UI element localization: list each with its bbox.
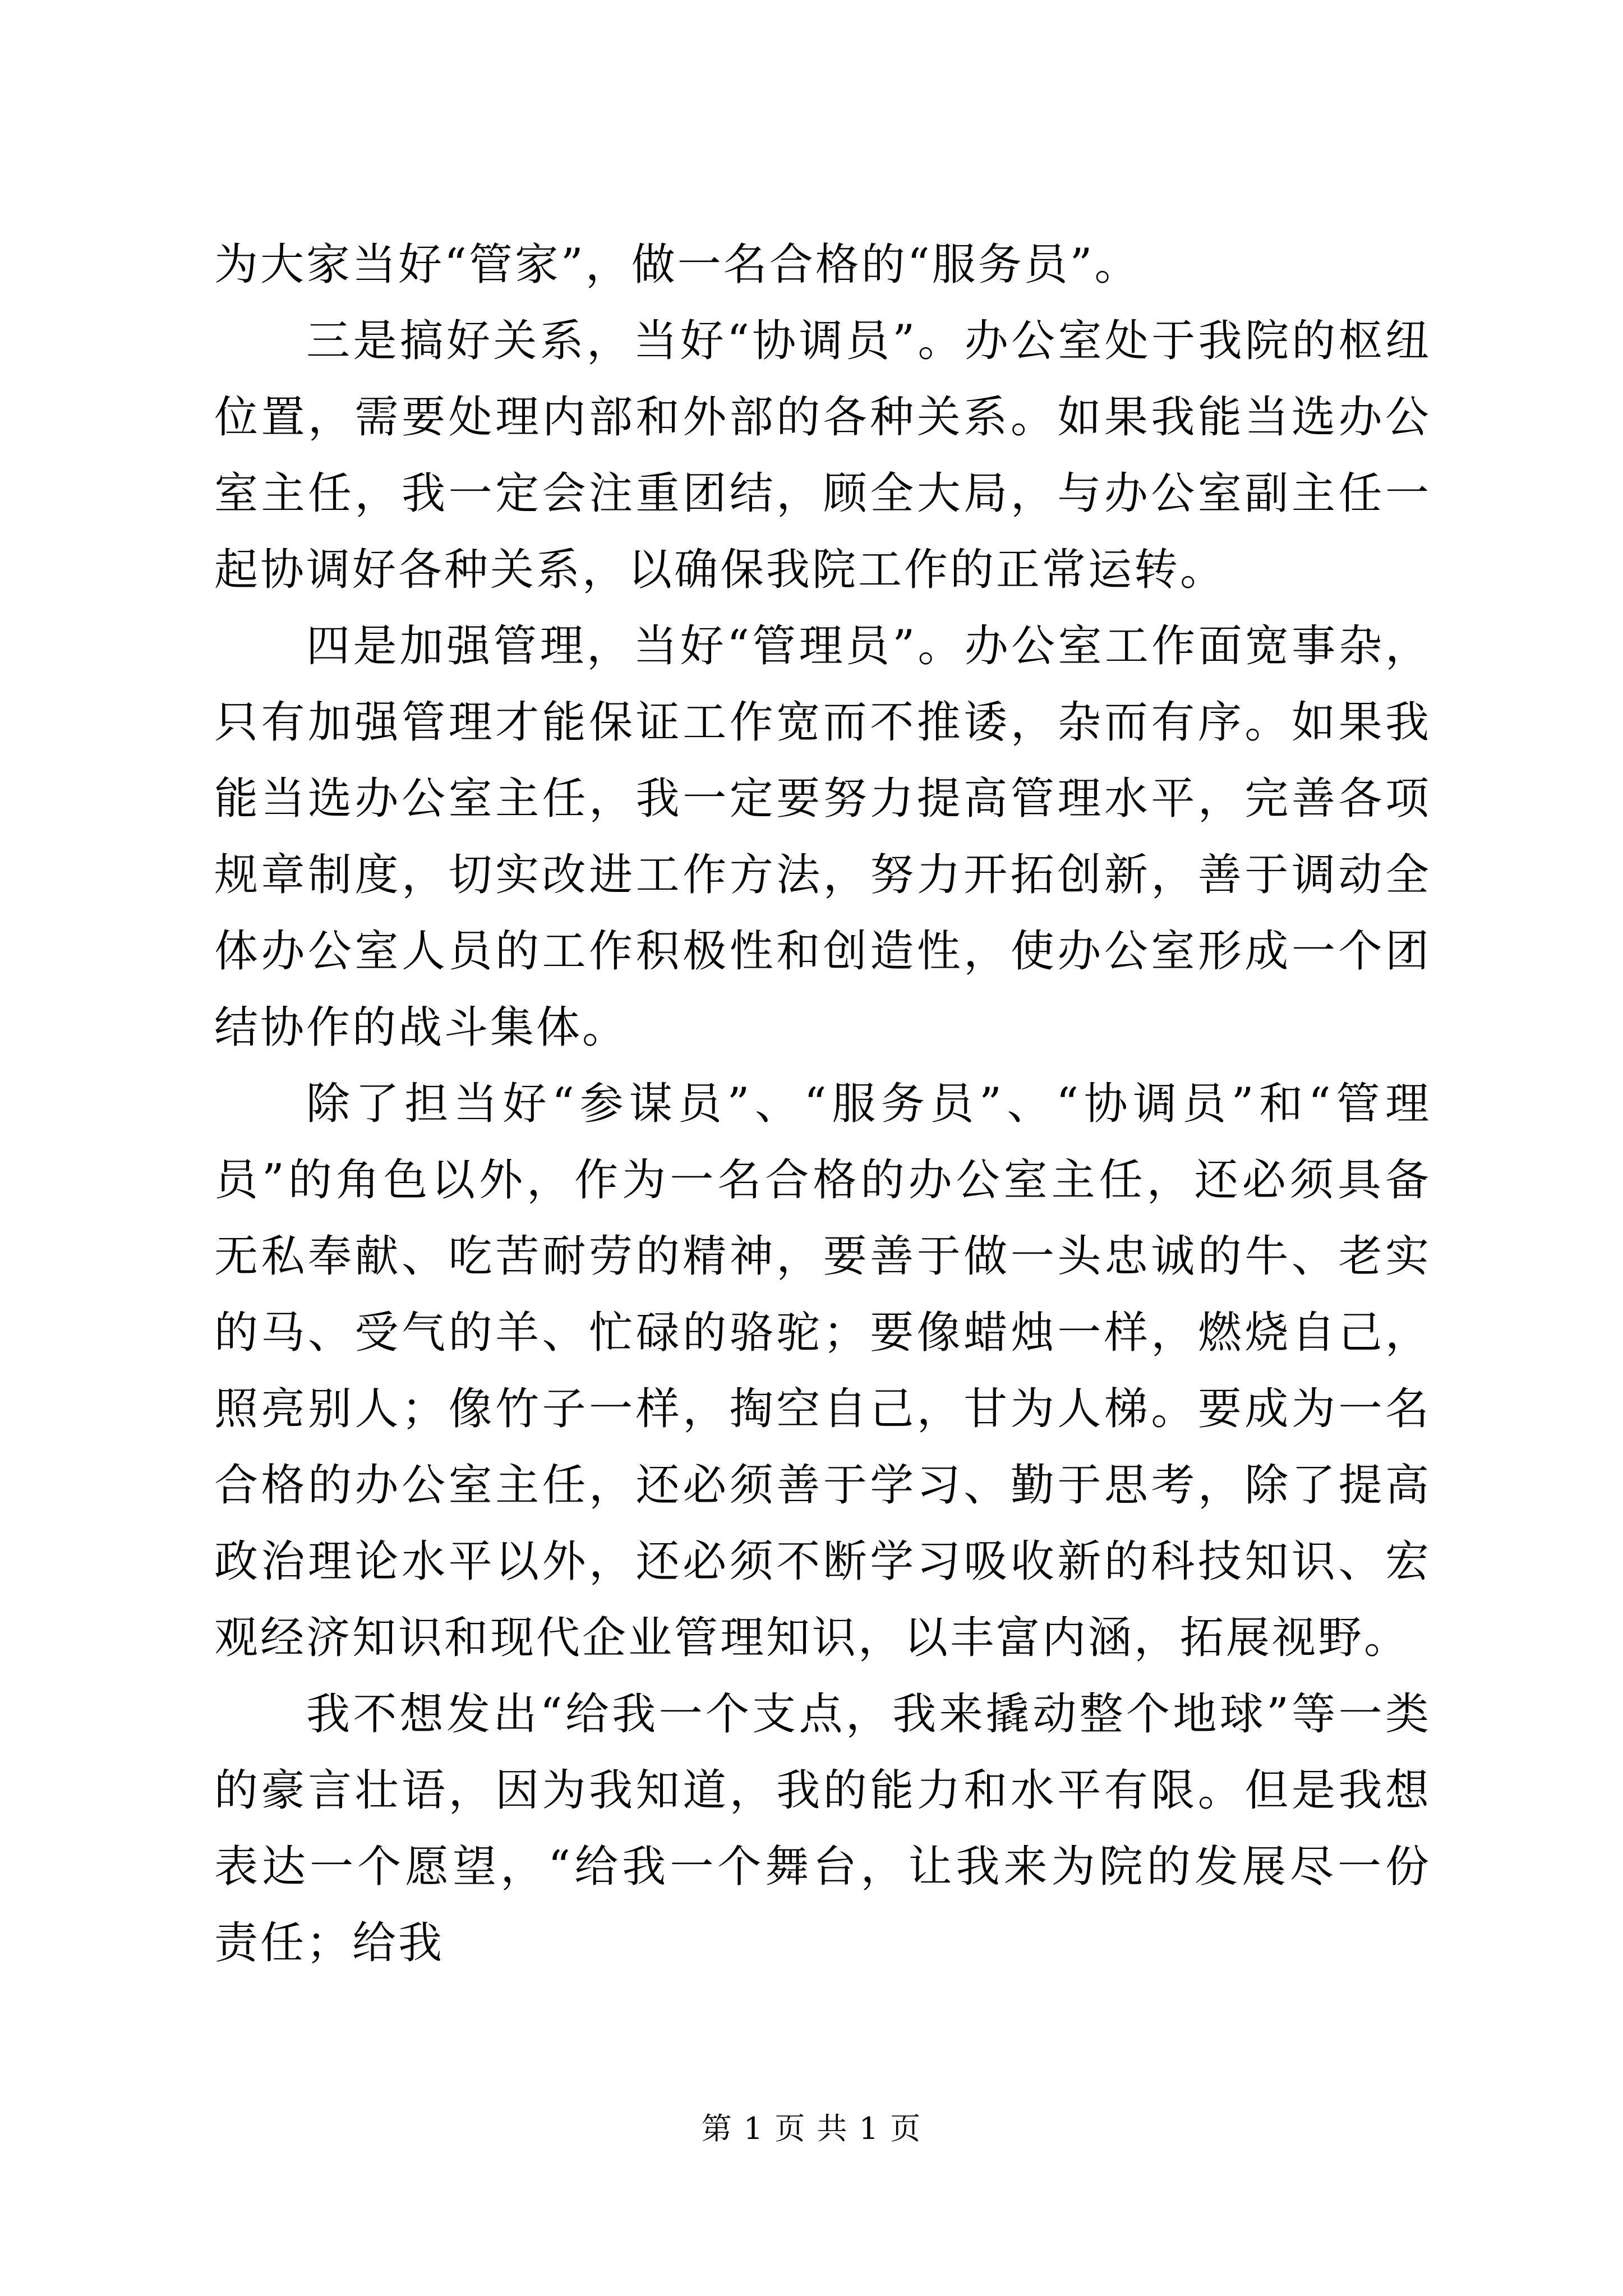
paragraph-3: 四是加强管理，当好“管理员”。办公室工作面宽事杂，只有加强管理才能保证工作宽而不推诿，杂而有序。如果我能当选办公室主任，我一定要努力提高管理水平，完善各项规章制度，切实改进工作方法，努力开拓创新，善于调动全体办公室人员的工作积极性和创造性，使办公室形成一个团结协作的战斗集体。 (214, 621, 1431, 1053)
page-footer: 第 1 页 共 1 页 (701, 2111, 922, 2146)
document-body (214, 227, 1431, 1981)
paragraph-5: 我不想发出“给我一个支点，我来撬动整个地球”等一类的豪言壮语，因为我知道，我的能力和水平有限。但是我想表达一个愿望，“给我一个舞台，让我来为院的发展尽一份责任；给我 (214, 1689, 1431, 1968)
paragraph-1: 为大家当好“管家”，做一名合格的“服务员”。 (214, 240, 1141, 290)
paragraph-2: 三是搞好关系，当好“协调员”。办公室处于我院的枢纽位置，需要处理内部和外部的各种关系。如果我能当选办公室主任，我一定会注重团结，顾全大局，与办公室副主任一起协调好各种关系，以确保我院工作的正常运转。 (214, 316, 1431, 595)
paragraph-4: 除了担当好“参谋员”、“服务员”、“协调员”和“管理员”的角色以外，作为一名合格的办公室主任，还必须具备无私奉献、吃苦耐劳的精神，要善于做一头忠诚的牛、老实的马、受气的羊、忙碌的骆驼；要像蜡烛一样，燃烧自己，照亮别人；像竹子一样，掏空自己，甘为人梯。要成为一名合格的办公室主任，还必须善于学习、勤于思考，除了提高政治理论水平以外，还必须不断学习吸收新的科技知识、宏观经济知识和现代企业管理知识，以丰富内涵，拓展视野。 (214, 1079, 1431, 1663)
